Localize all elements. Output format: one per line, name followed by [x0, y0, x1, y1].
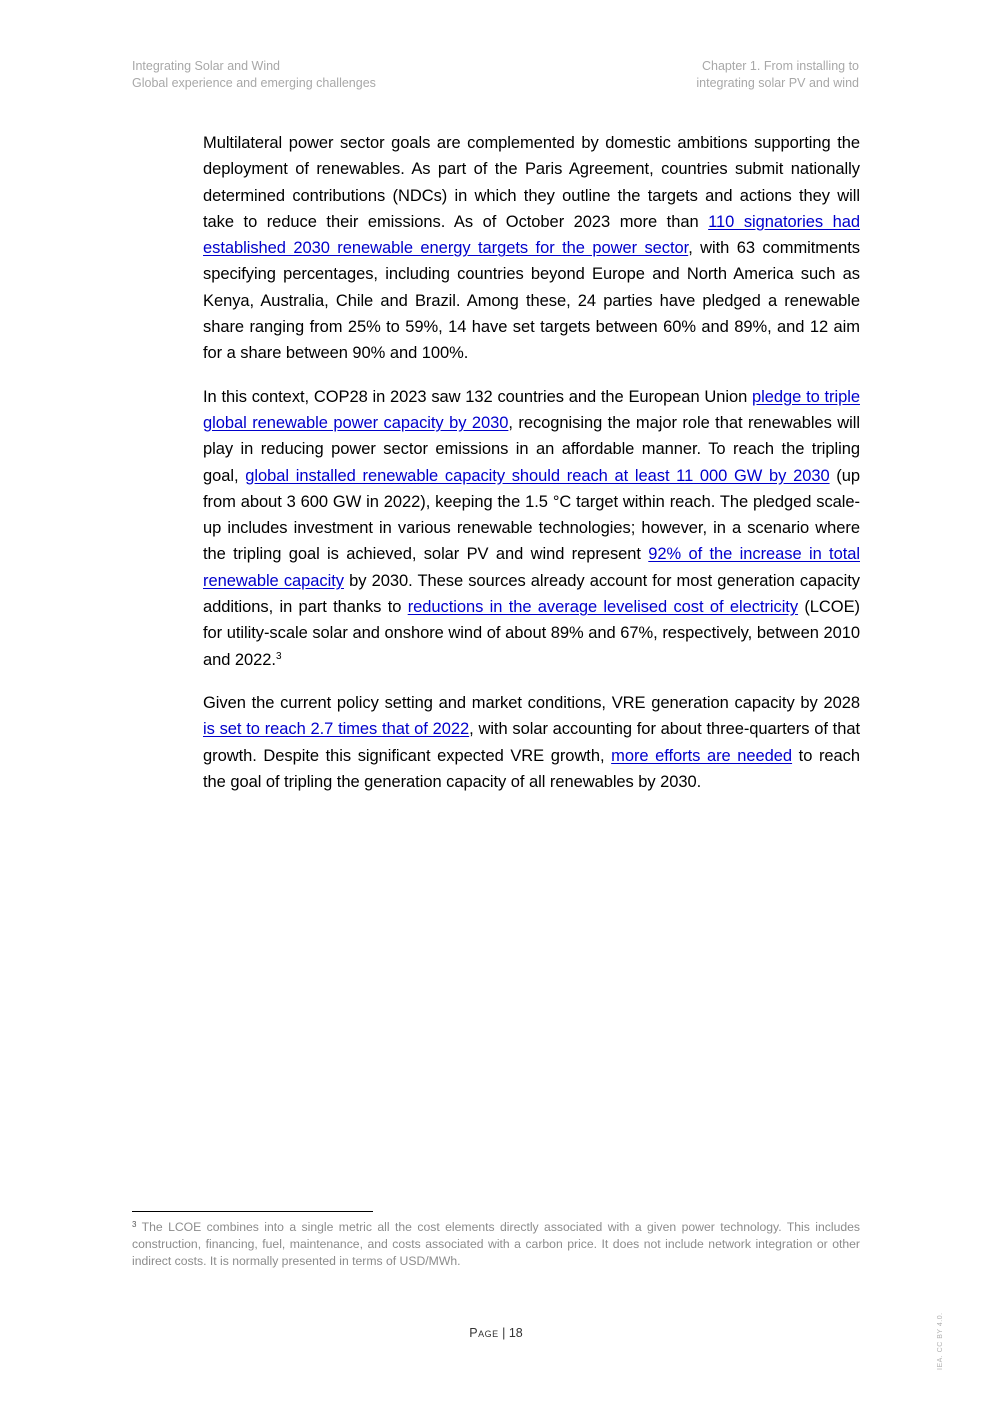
page-number [0, 1326, 992, 1340]
chapter-title-line1: Chapter 1. From installing to [701, 59, 859, 73]
paragraph-text: , recognising the major role that renewables will play in reducing power sector emissions in an affordable manner. To reach the tripling goal, [203, 413, 861, 485]
page-label: Page [469, 1326, 499, 1340]
footnote-text: The LCOE combines into a single metric all the cost elements directly associated with a given power technology. This includes construction, financing, fuel, maintenance, and costs associated with a carbon price. It does not include network integration or other indirect costs. It is normally presented in terms of USD/MWh. [132, 1220, 860, 1268]
footnote-marker: 3 [132, 1220, 137, 1229]
link-2030-renewable-targets[interactable]: 110 signatories had established 2030 renewable energy targets for the power sector [203, 212, 860, 258]
paragraph-text: by 2030. These sources already account for most generation capacity additions, in part thanks to [203, 571, 860, 617]
link-more-efforts-needed[interactable]: more efforts are needed [611, 746, 793, 765]
report-subtitle: Global experience and emerging challenges [132, 76, 376, 90]
paragraph-text: Multilateral power sector goals are complemented by domestic ambitions supporting the deployment of renewables. As part of the Paris Agreement, countries submit nationally determined contributions (NDCs) in which they outline the targets and actions they will take to reduce their emissions. As of October 2023 more than [203, 134, 860, 231]
link-2-7-times-2022[interactable]: is set to reach 2.7 times that of 2022 [203, 720, 470, 739]
paragraph-cop28-pledge [203, 384, 860, 673]
paragraph-text: (LCOE) for utility-scale solar and onshore wind of about 89% and 67%, respectively, between 2010 and 2022. [203, 598, 860, 669]
link-triple-capacity-pledge[interactable]: pledge to triple global renewable power capacity by 2030 [203, 387, 860, 432]
footnote-3 [132, 1219, 860, 1270]
paragraph-ndc-targets [203, 130, 860, 367]
license-notice: IEA. CC BY 4.0. [937, 1312, 944, 1370]
link-92-percent-increase[interactable]: 92% of the increase in total renewable capacity [203, 545, 860, 590]
chapter-title-line2: integrating solar PV and wind [696, 76, 859, 90]
page-separator: | [498, 1326, 509, 1340]
running-header-right [696, 58, 859, 92]
paragraph-text: , with solar accounting for about three-quarters of that growth. Despite this significant expected VRE growth, [203, 720, 860, 765]
footnote-separator [132, 1211, 373, 1212]
paragraph-text: , with 63 commitments specifying percentages, including countries beyond Europe and North America such as Kenya, Australia, Chile and Brazil. Among these, 24 parties have pledged a renewable share ranging from 25% to 59%, 14 have set targets between 60% and 89%, and 12 aim for a share between 90% and 100%. [203, 239, 860, 363]
report-title: Integrating Solar and Wind [132, 59, 281, 73]
page-number-value: 18 [508, 1326, 523, 1340]
footnote-reference[interactable]: 3 [275, 650, 282, 662]
link-11000-gw-target[interactable]: global installed renewable capacity should reach at least 11 000 GW by 2030 [245, 466, 830, 485]
paragraph-vre-growth [203, 690, 860, 795]
main-body [203, 130, 860, 812]
paragraph-text: In this context, COP28 in 2023 saw 132 countries and the European Union [203, 387, 753, 406]
paragraph-text: to reach the goal of tripling the generation capacity of all renewables by 2030. [203, 746, 860, 791]
paragraph-text: Given the current policy setting and market conditions, VRE generation capacity by 2028 [203, 693, 860, 712]
link-lcoe-reductions[interactable]: reductions in the average levelised cost of electricity [407, 598, 799, 617]
running-header-left [132, 58, 376, 92]
paragraph-text: (up from about 3 600 GW in 2022), keeping the 1.5 °C target within reach. The pledged scale-up includes investment in various renewable technologies; however, in a scenario where the tripling goal is achieved, solar PV and wind represent [203, 466, 860, 564]
